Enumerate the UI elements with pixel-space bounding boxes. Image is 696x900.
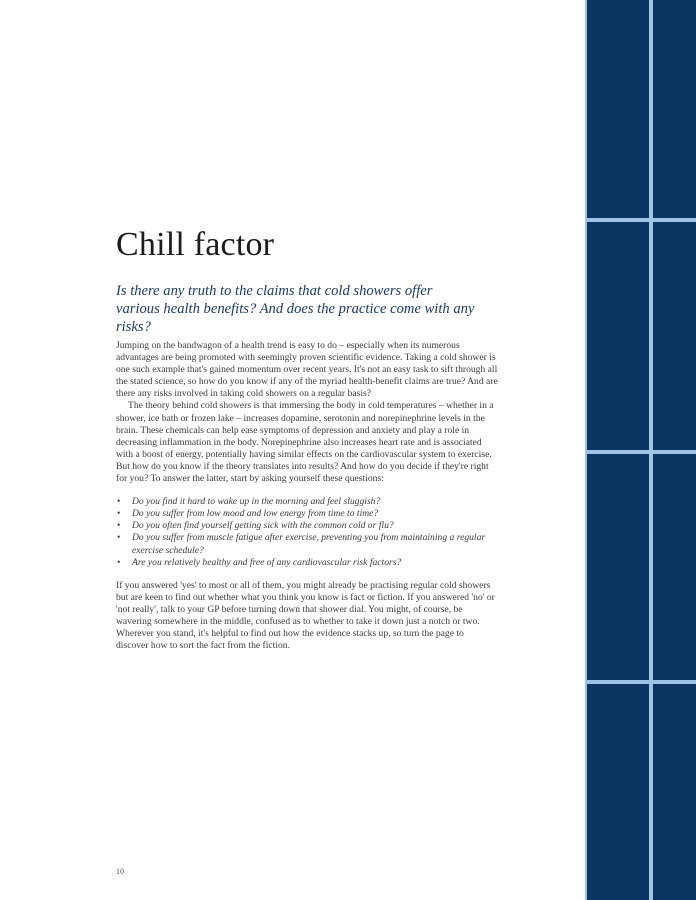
- body-paragraph: Jumping on the bandwagon of a health trend is easy to do – especially when its numerous advantages are being promoted with seemingly proven scientific evidence. Taking a cold shower is one such example that's gained momentum over recent years. It's not an easy task to sift through all the stated science, so how do you know if any of the myriad health-benefit claims are true? And are there any risks involved in taking cold showers on a regular basis?: [116, 340, 498, 400]
- question-list: [116, 496, 498, 569]
- question-item: [117, 496, 498, 508]
- question-text: Do you suffer from muscle fatigue after exercise, preventing you from maintaining a regular exercise schedule?: [132, 532, 486, 556]
- article-title: Chill factor: [116, 226, 275, 263]
- article-body: [116, 340, 498, 652]
- bullet-icon: •: [117, 520, 121, 532]
- tile: [587, 454, 649, 680]
- tile: [653, 222, 696, 450]
- tile: [653, 0, 696, 218]
- question-item: [117, 556, 498, 569]
- tile: [587, 222, 649, 450]
- tile: [653, 454, 696, 680]
- article-subtitle: Is there any truth to the claims that cold showers offer various health benefits? And does the practice come with any risks?: [116, 283, 475, 335]
- question-text: Do you often find yourself getting sick with the common cold or flu?: [132, 520, 394, 532]
- body-paragraph: If you answered 'yes' to most or all of them, you might already be practising regular cold showers but are keen to find out whether what you think you know is fact or fiction. If you answered 'no' or 'not really', talk to your GP before turning down that shower dial. You might, of course, be wavering somewhere in the middle, confused as to whether to take it down just a notch or two. Wherever you stand, it's helpful to find out how the evidence stacks up, so turn the page to discover how to sort the fact from the fiction.: [116, 579, 495, 652]
- question-item: [117, 508, 498, 520]
- bullet-icon: •: [117, 496, 121, 508]
- tile: [653, 684, 696, 900]
- bullet-icon: •: [117, 532, 121, 544]
- tile: [587, 0, 649, 218]
- page-number: 10: [116, 867, 124, 876]
- question-item: [117, 532, 498, 556]
- tile-decoration: [585, 0, 696, 900]
- question-item: [117, 520, 498, 532]
- question-text: Do you suffer from low mood and low energy from time to time?: [132, 508, 379, 520]
- tile: [587, 684, 649, 900]
- bullet-icon: •: [117, 508, 121, 520]
- body-paragraph: The theory behind cold showers is that immersing the body in cold temperatures – whether in a shower, ice bath or frozen lake – increases dopamine, serotonin and norepinephrine levels in the brain. These chemicals can help ease symptoms of depression and anxiety and play a role in decreasing inflammation in the body. Norepinephrine also increases heart rate and is associated with a boost of energy, potentially having similar effects on the cardiovascular system to exercise. But how do you know if the theory translates into results? And how do you decide if they're right for you? To answer the latter, start by asking yourself these questions:: [116, 400, 494, 485]
- question-text: Do you find it hard to wake up in the morning and feel sluggish?: [132, 496, 381, 508]
- question-text: Are you relatively healthy and free of any cardiovascular risk factors?: [132, 556, 402, 568]
- bullet-icon: •: [117, 556, 121, 568]
